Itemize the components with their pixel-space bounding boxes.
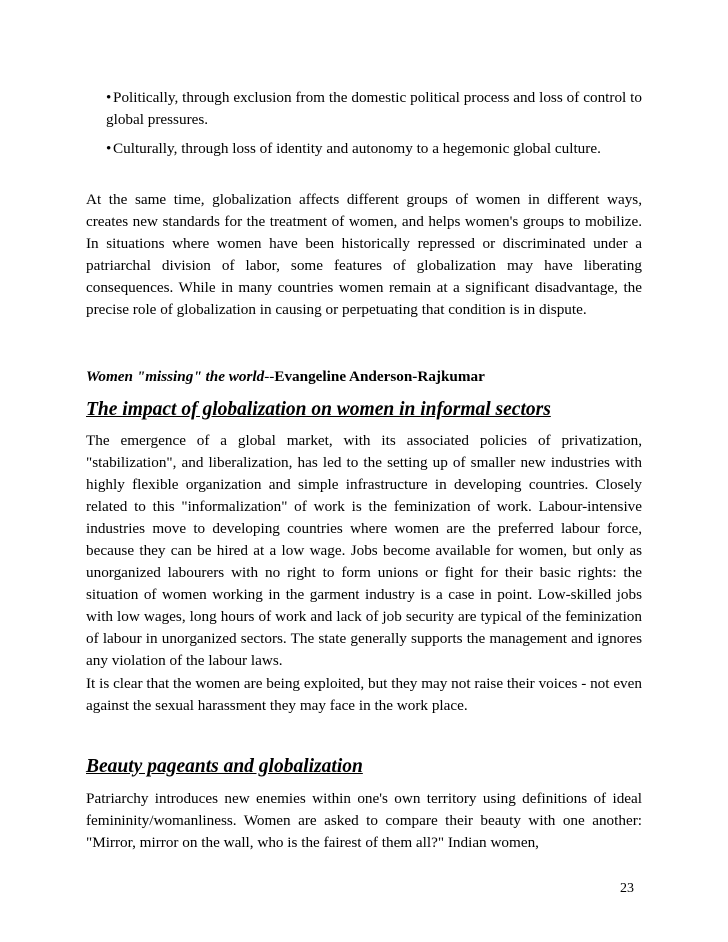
bullet-cultural: [106, 138, 642, 160]
byline-separator: --: [264, 368, 275, 385]
intro-paragraph: At the same time, globalization affects different groups of women in different ways, creates new standards for the treatment of women, and helps women's groups to mobilize. In situations where women have been historically repressed or discriminated under a patriarchal division of labor, some features of globalization may have liberating consequences. While in many countries women remain at a significant disadvantage, the precise role of globalization in causing or perpetuating that condition is in dispute.: [86, 191, 642, 318]
beauty-pageants-paragraph: Patriarchy introduces new enemies within one's own territory using definitions of ideal femininity/womanliness. Women are asked to compare their beauty with one another: "Mirror, mirror on the wall, who is the fairest of them all?" Indian women,: [86, 790, 642, 851]
exploitation-paragraph: It is clear that the women are being exploited, but they may not raise their voices - not even against the sexual harassment they may face in the work place.: [86, 675, 642, 714]
bullet-text: Culturally, through loss of identity and autonomy to a hegemonic global culture.: [113, 140, 601, 157]
byline-title: Women "missing" the world: [86, 368, 265, 385]
informal-sectors-paragraph: The emergence of a global market, with its associated policies of privatization, "stabilization", and liberalization, has led to the setting up of smaller new industries with highly flexible organization and simple infrastructure in developing countries. Closely related to this "informalization" of work is the feminization of work. Labour-intensive industries move to developing countries where women are the preferred labour force, because they can be hired at a low wage. Jobs become available for women, but only as unorganized labourers with no right to form unions or fight for their basic rights: the situation of women working in the garment industry is a case in point. Low-skilled jobs with low wages, long hours of work and lack of job security are typical of the feminization of labour in unorganized sectors. The state generally supports the management and ignores any violation of the labour laws.: [86, 432, 642, 669]
bullet-political: [106, 87, 642, 131]
bullet-marker: •: [106, 140, 112, 157]
page-number: 23: [620, 881, 634, 896]
byline-author: Evangeline Anderson-Rajkumar: [274, 368, 485, 385]
bullet-marker: •: [106, 89, 112, 106]
section-heading-informal-sectors: The impact of globalization on women in informal sectors: [86, 399, 551, 420]
bullet-text: Politically, through exclusion from the domestic political process and loss of control to global pressures.: [106, 89, 642, 128]
section-heading-beauty-pageants: Beauty pageants and globalization: [86, 756, 363, 777]
article-byline: [86, 366, 642, 388]
